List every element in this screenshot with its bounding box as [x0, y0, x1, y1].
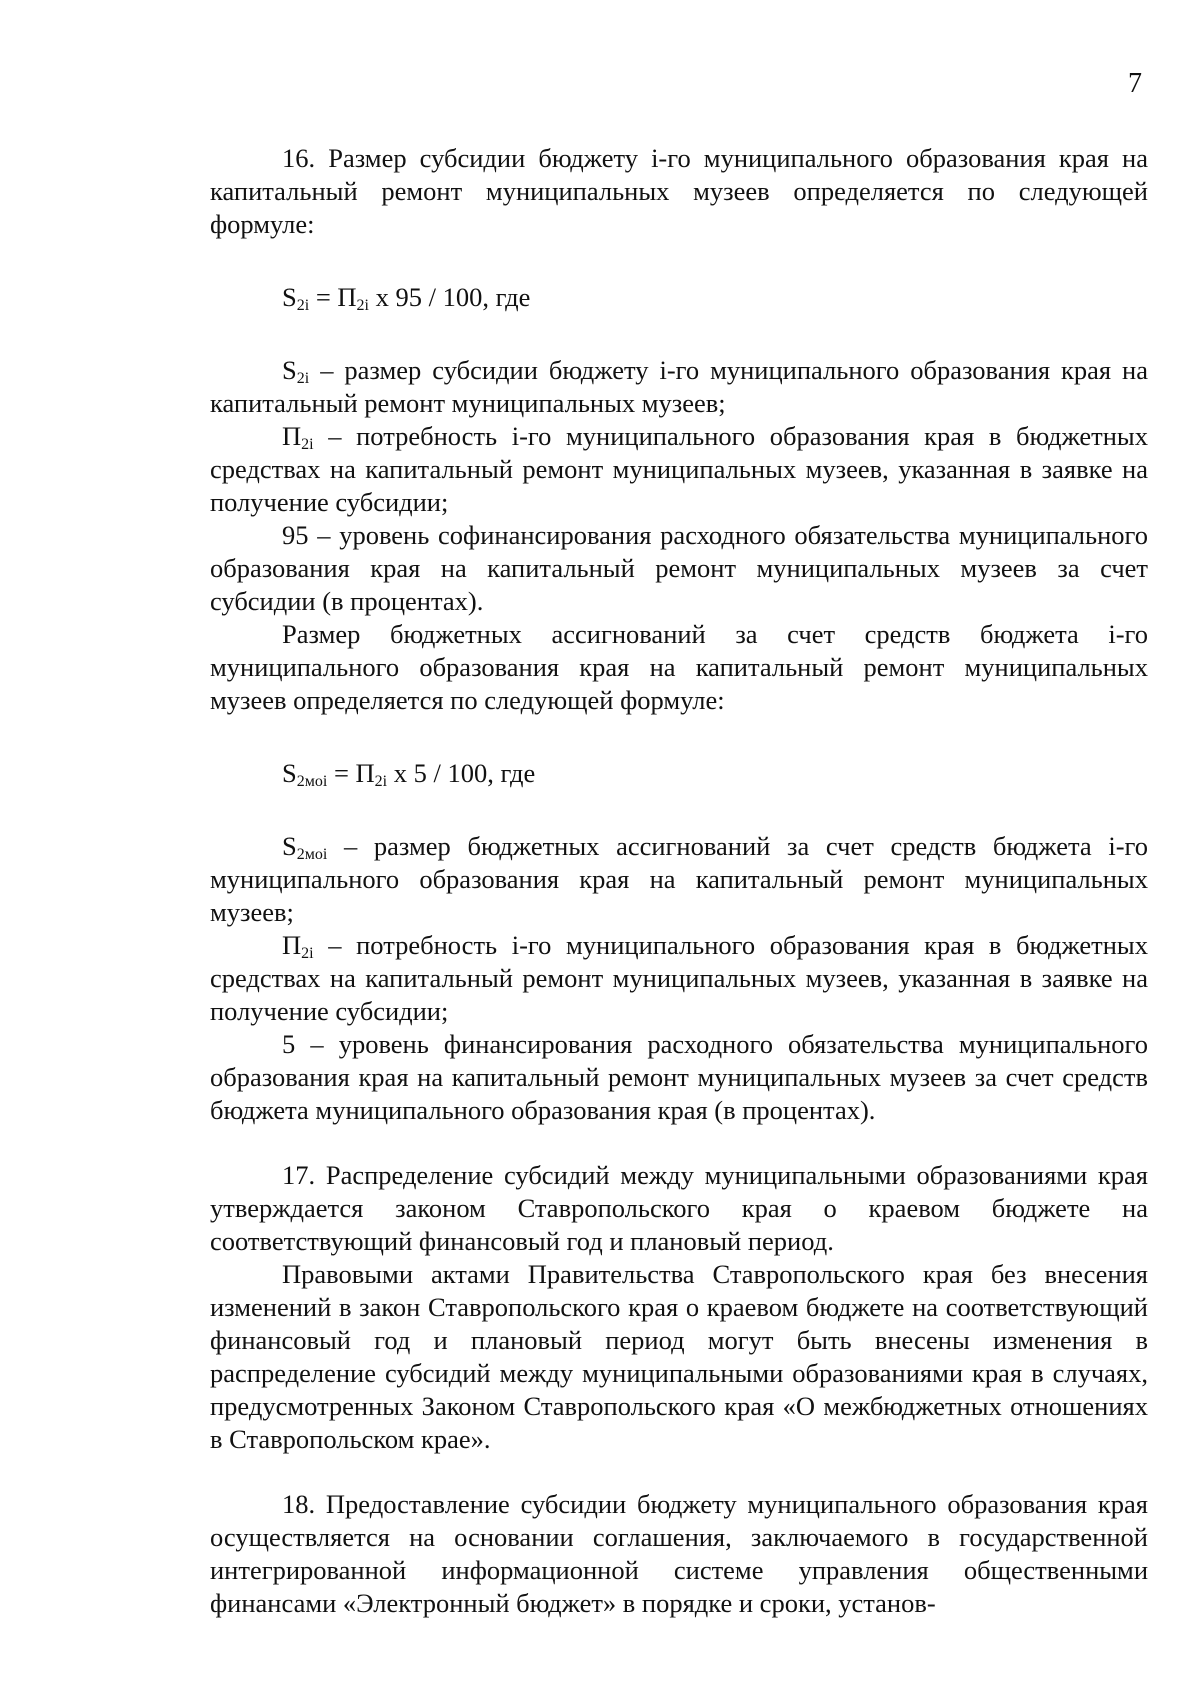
section-16-intro: 16. Размер субсидии бюджету i-го муниципального образования края на капитальный ремонт муниципальных музеев определяется по следующей формуле:	[210, 143, 1148, 239]
formula-subsidy-s: S	[282, 282, 297, 312]
definition-p2i-second-text: – потребность i-го муниципального образования края в бюджетных средствах на капитальный ремонт муниципальных музеев, указанная в заявке на получение субсидии;	[210, 930, 1148, 1026]
formula-subsidy-s-sub: 2i	[296, 297, 310, 314]
definition-5: 5 – уровень финансирования расходного обязательства муниципального образования края на капитальный ремонт муниципальных музеев за счет средств бюджета муниципального образования края (в процентах).	[210, 1029, 1148, 1125]
definition-p2i-second-symbol: П	[282, 930, 302, 960]
definition-p2i-symbol: П	[282, 421, 302, 451]
formula-budget-mid: = П	[327, 758, 375, 788]
definition-s2i-symbol: S	[282, 355, 297, 385]
formula-subsidy-p-sub: 2i	[356, 297, 369, 314]
definition-s2i	[210, 354, 1148, 420]
formula-subsidy-rest: х 95 / 100, где	[369, 282, 531, 312]
definition-p2i-sub: 2i	[301, 436, 314, 453]
section-17-legal-acts: Правовыми актами Правительства Ставропольского края без внесения изменений в закон Ставропольского края о краевом бюджете на соответствующий финансовый год и плановый период могут быть внесены изменения в распределение субсидий между муниципальными образованиями края в случаях, предусмотренных Законом Ставропольского края «О межбюджетных отношениях в Ставропольском крае».	[210, 1259, 1148, 1454]
definition-p2i	[210, 420, 1148, 519]
formula-budget-s: S	[282, 758, 297, 788]
formula-budget-s-sub: 2моi	[296, 773, 328, 790]
definition-p2i-second-sub: 2i	[301, 945, 314, 962]
definition-s2moi	[210, 830, 1148, 929]
definition-s2i-text: – размер субсидии бюджету i-го муниципального образования края на капитальный ремонт муниципальных музеев;	[210, 355, 1148, 418]
definition-p2i-text: – потребность i-го муниципального образования края в бюджетных средствах на капитальный ремонт муниципальных музеев, указанная в заявке на получение субсидии;	[210, 421, 1148, 517]
document-body	[210, 142, 1148, 1620]
definition-s2moi-sub: 2моi	[296, 846, 328, 863]
formula-subsidy	[210, 281, 1148, 314]
definition-s2i-sub: 2i	[296, 370, 310, 387]
definition-s2moi-symbol: S	[282, 831, 297, 861]
page-number: 7	[1128, 68, 1142, 99]
section-18-agreement: 18. Предоставление субсидии бюджету муниципального образования края осуществляется на основании соглашения, заключаемого в государственной интегрированной информационной системе управления общественными финансами «Электронный бюджет» в порядке и сроки, установ-	[210, 1489, 1148, 1618]
section-17-distribution: 17. Распределение субсидий между муниципальными образованиями края утверждается законом Ставропольского края о краевом бюджете на соответствующий финансовый год и плановый период.	[210, 1160, 1148, 1256]
definition-p2i-second	[210, 929, 1148, 1028]
definition-s2moi-text: – размер бюджетных ассигнований за счет средств бюджета i-го муниципального образования края на капитальный ремонт муниципальных музеев;	[210, 831, 1148, 927]
formula-budget-p-sub: 2i	[374, 773, 388, 790]
section-16-budget-allocations: Размер бюджетных ассигнований за счет средств бюджета i-го муниципального образования края на капитальный ремонт муниципальных музеев определяется по следующей формуле:	[210, 619, 1148, 715]
formula-budget-allocations	[210, 757, 1148, 790]
formula-budget-rest: х 5 / 100, где	[387, 758, 536, 788]
formula-subsidy-mid: = П	[309, 282, 357, 312]
definition-95: 95 – уровень софинансирования расходного обязательства муниципального образования края на капитальный ремонт муниципальных музеев за счет субсидии (в процентах).	[210, 520, 1148, 616]
